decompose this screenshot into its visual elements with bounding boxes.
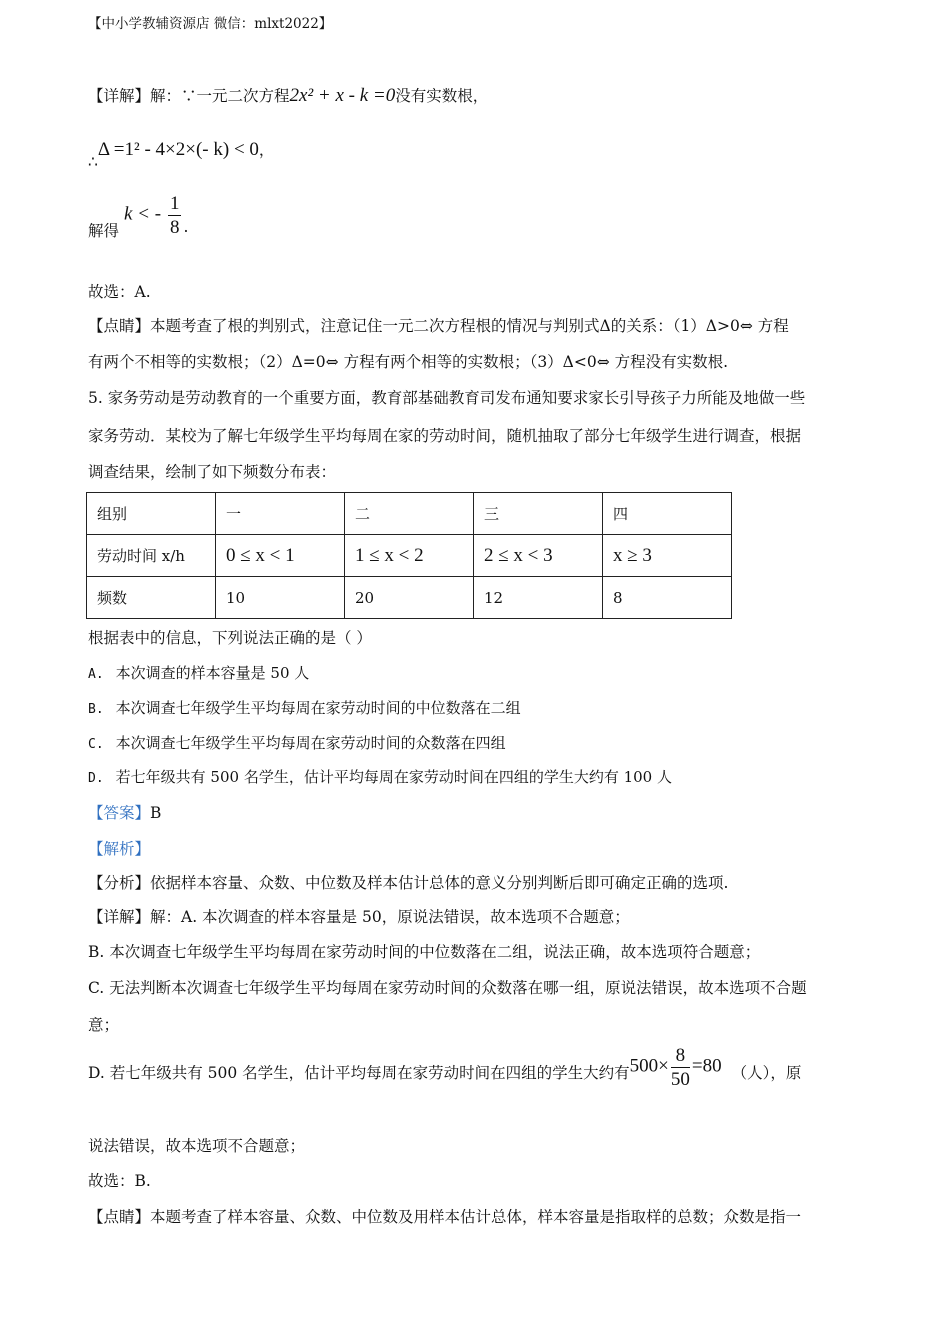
detail-d-suffix: （人），原 bbox=[731, 1063, 802, 1082]
prev-discriminant bbox=[88, 138, 275, 171]
question-line-3: 调查结果，绘制了如下频数分布表： bbox=[88, 463, 337, 481]
answer-value: B bbox=[150, 804, 162, 822]
prev-detail-suffix: 没有实数根， bbox=[395, 87, 489, 105]
table-cell: 三 bbox=[474, 493, 603, 535]
prev-solution bbox=[88, 193, 189, 240]
question-line-1: 5. 家务劳动是劳动教育的一个重要方面，教育部基础教育司发布通知要求家长引导孩子力所能及地做一些 bbox=[88, 389, 806, 407]
table-cell: 0 ≤ x < 1 bbox=[216, 535, 345, 577]
prev-equation: 2x² + x - k =0 bbox=[289, 85, 396, 106]
option-text: 本次调查七年级学生平均每周在家劳动时间的众数落在四组 bbox=[115, 734, 506, 752]
table-cell: 20 bbox=[345, 577, 474, 619]
option-label: B. bbox=[88, 702, 104, 717]
detail-d-lead: 500× bbox=[629, 1055, 669, 1077]
solve-fraction-numerator: 1 bbox=[169, 193, 180, 214]
option-label: A. bbox=[88, 667, 104, 682]
prev-choose: 故选：A. bbox=[88, 283, 151, 301]
prev-comment-line-2: 有两个不相等的实数根；（2）Δ=0⇔ 方程有两个相等的实数根；（3）Δ<0⇔ 方程没有实数根. bbox=[88, 353, 729, 371]
analysis-tag: 【解析】 bbox=[88, 840, 151, 858]
solve-fraction bbox=[168, 194, 182, 237]
prev-detail bbox=[88, 84, 488, 107]
option-text: 本次调查的样本容量是 50 人 bbox=[115, 664, 310, 682]
solve-fraction-denominator: 8 bbox=[169, 217, 180, 238]
solve-k: k < - bbox=[123, 203, 162, 225]
prev-comment-line-1: 【点睛】本题考查了根的判别式，注意记住一元二次方程根的情况与判别式Δ的关系：（1）Δ>0⇔ 方程 bbox=[88, 317, 789, 335]
detail-choose: 故选：B. bbox=[88, 1172, 151, 1190]
option-a bbox=[88, 662, 309, 683]
option-d bbox=[88, 766, 672, 787]
question-line-2: 家务劳动．某校为了解七年级学生平均每周在家的劳动时间，随机抽取了部分七年级学生进行调查，根据 bbox=[88, 427, 802, 445]
solve-prefix: 解得 bbox=[88, 221, 120, 240]
prev-detail-prefix: 【详解】解：∵一元二次方程 bbox=[88, 87, 290, 105]
option-label: C. bbox=[88, 737, 104, 752]
page-header: 【中小学教辅资源店 微信：mlxt2022】 bbox=[88, 16, 333, 32]
detail-d-prefix: D. 若七年级共有 500 名学生，估计平均每周在家劳动时间在四组的学生大约有 bbox=[88, 1063, 630, 1082]
answer-tag: 【答案】 bbox=[88, 804, 151, 822]
discriminant-expression: Δ =1² - 4×2×(- k) < 0 bbox=[97, 139, 259, 160]
detail-d-fraction bbox=[671, 1046, 690, 1089]
detail-d-numerator: 8 bbox=[671, 1046, 690, 1068]
table-cell: 1 ≤ x < 2 bbox=[345, 535, 474, 577]
option-b bbox=[88, 697, 521, 718]
table-cell: 劳动时间 x/h bbox=[87, 535, 216, 577]
table-cell: 频数 bbox=[87, 577, 216, 619]
table-row-frequency bbox=[87, 577, 732, 619]
detail-b: B. 本次调查七年级学生平均每周在家劳动时间的中位数落在二组，说法正确，故本选项符合题意； bbox=[88, 943, 761, 961]
table-cell: 10 bbox=[216, 577, 345, 619]
table-cell: 二 bbox=[345, 493, 474, 535]
table-cell: x ≥ 3 bbox=[603, 535, 732, 577]
table-cell: 12 bbox=[474, 577, 603, 619]
table-row-group bbox=[87, 493, 732, 535]
detail-d-result: =80 bbox=[691, 1055, 722, 1077]
table-cell: 组别 bbox=[87, 493, 216, 535]
therefore-symbol: ∴ bbox=[88, 153, 98, 171]
detail-c-line-1: C. 无法判断本次调查七年级学生平均每周在家劳动时间的众数落在哪一组，原说法错误，故本选项不合题 bbox=[88, 979, 807, 997]
detail-a: 【详解】解：A. 本次调查的样本容量是 50，原说法错误，故本选项不合题意； bbox=[88, 908, 630, 926]
table-cell: 8 bbox=[603, 577, 732, 619]
detail-d-line-2: 说法错误，故本选项不合题意； bbox=[88, 1137, 306, 1155]
detail-comment: 【点睛】本题考查了样本容量、众数、中位数及用样本估计总体，样本容量是指取样的总数；众数是指一 bbox=[88, 1208, 802, 1226]
detail-d-denominator: 50 bbox=[670, 1069, 690, 1090]
detail-d bbox=[88, 1046, 801, 1089]
option-label: D. bbox=[88, 771, 104, 786]
option-text: 本次调查七年级学生平均每周在家劳动时间的中位数落在二组 bbox=[115, 699, 521, 717]
table-row-time bbox=[87, 535, 732, 577]
table-cell: 一 bbox=[216, 493, 345, 535]
question-stem: 根据表中的信息，下列说法正确的是（ ） bbox=[88, 629, 372, 647]
detail-c-line-2: 意； bbox=[88, 1016, 120, 1034]
analysis-text: 【分析】依据样本容量、众数、中位数及样本估计总体的意义分别判断后即可确定正确的选项. bbox=[88, 874, 729, 892]
option-c bbox=[88, 732, 506, 753]
option-text: 若七年级共有 500 名学生，估计平均每周在家劳动时间在四组的学生大约有 100 人 bbox=[115, 768, 672, 786]
solve-suffix: . bbox=[183, 217, 189, 236]
answer-line bbox=[88, 801, 161, 823]
discriminant-suffix: ， bbox=[258, 141, 275, 159]
frequency-table bbox=[86, 492, 732, 619]
table-cell: 四 bbox=[603, 493, 732, 535]
table-cell: 2 ≤ x < 3 bbox=[474, 535, 603, 577]
